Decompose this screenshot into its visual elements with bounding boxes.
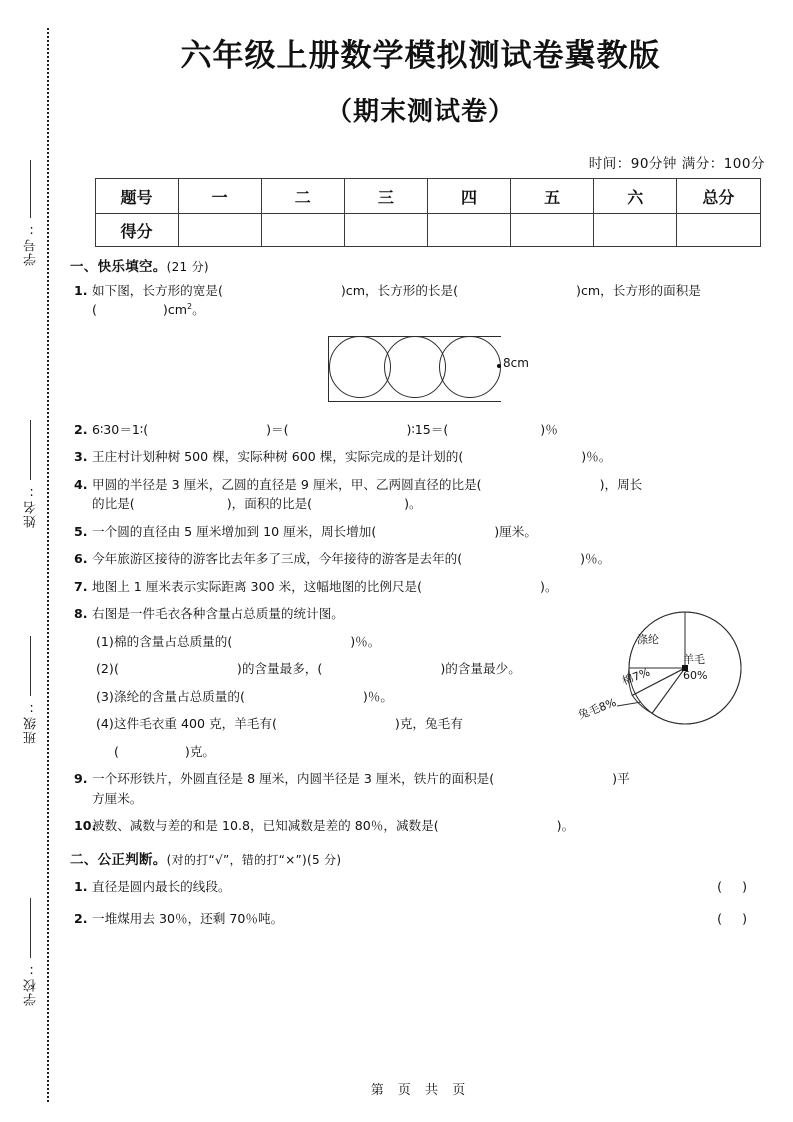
page-subtitle: （期末测试卷） (325, 97, 515, 128)
question-text: 被数、减数与差的和是 10.8，已知减数是差的 80％，减数是( (92, 818, 439, 834)
question-text: )％ (540, 421, 558, 437)
score-table-cell: 一 (178, 179, 261, 214)
page-footer: 第 页 共 页 (370, 1083, 471, 1098)
question-7 (70, 577, 773, 597)
question-8-sub-4-continued (70, 742, 773, 762)
question-text: )cm，长方形的面积是 (576, 282, 701, 298)
figure-rectangle-with-circles (70, 328, 773, 416)
judgment-answer-box[interactable]: ( ) (717, 910, 755, 926)
unit-exponent: 2 (187, 302, 193, 312)
pie-label-rabbit-hair: 兔毛8% (576, 696, 619, 722)
binding-sidebar (0, 0, 62, 1122)
question-text: )cm，长方形的长是( (340, 282, 459, 298)
question-text: 涤纶的含量占总质量的( (114, 688, 245, 704)
question-number: 10. (74, 818, 97, 834)
score-table (95, 178, 761, 247)
question-text: )克，兔毛有 (394, 716, 463, 732)
question-text: 一个圆的直径由 5 厘米增加到 10 厘米，周长增加( (92, 523, 377, 539)
question-text: ( (114, 743, 119, 759)
question-9 (70, 769, 773, 808)
sidebar-rule (30, 898, 31, 958)
question-text: 王庄村计划种树 500 棵，实际种树 600 棵，实际完成的是计划的( (92, 449, 464, 465)
judgment-question-2 (70, 909, 773, 929)
question-text: 一堆煤用去 30％，还剩 70％吨。 (92, 910, 284, 926)
score-entry-cell[interactable] (178, 214, 261, 247)
score-table-cell: 二 (261, 179, 344, 214)
question-8-wrapper (70, 604, 773, 761)
score-table-cell: 三 (344, 179, 427, 214)
question-number: 7. (74, 578, 88, 594)
sidebar-rule (30, 160, 31, 218)
circle-1 (329, 336, 391, 398)
question-text: ( (114, 661, 119, 677)
question-text: )。 (556, 818, 575, 834)
score-entry-cell[interactable] (344, 214, 427, 247)
question-text: ( (92, 302, 97, 318)
question-4 (70, 475, 773, 514)
sidebar-field-class (14, 700, 48, 748)
sidebar-rule (30, 636, 31, 696)
question-text: )∶15＝( (406, 421, 449, 437)
score-entry-cell[interactable] (511, 214, 594, 247)
score-entry-cell[interactable] (261, 214, 344, 247)
page-title: 六年级上册数学模拟测试卷冀教版 (180, 38, 661, 74)
sidebar-field-label: 班级: (23, 700, 39, 744)
section-heading-fill-in-blanks (70, 261, 773, 275)
question-text: 如下图，长方形的宽是( (92, 282, 223, 298)
sidebar-field-name (14, 484, 48, 532)
score-table-row-label: 得分 (95, 214, 178, 247)
question-text: 直径是圆内最长的线段。 (92, 879, 231, 895)
question-5 (70, 522, 773, 542)
question-text: )平 (612, 771, 630, 787)
judgment-question-1 (70, 877, 773, 897)
pie-label-cotton: 棉7% (620, 666, 652, 688)
score-table-row-label: 题号 (95, 179, 178, 214)
sidebar-field-label: 学号: (23, 222, 39, 266)
seal-dotted-line (47, 28, 49, 1102)
question-text: )。 (540, 578, 558, 594)
sub-question-number: (4) (96, 716, 114, 732)
question-text: )＝( (266, 421, 289, 437)
question-text: 这件毛衣重 400 克，羊毛有( (114, 716, 277, 732)
question-number: 5. (74, 523, 88, 539)
judgment-answer-box[interactable]: ( ) (717, 879, 755, 895)
question-number: 4. (74, 476, 88, 492)
question-8-sub-3 (70, 687, 773, 707)
question-text: 的比是( (92, 496, 135, 512)
score-table-cell: 四 (427, 179, 510, 214)
score-table-cell: 总分 (677, 179, 760, 214)
dimension-label: 8cm (503, 355, 529, 370)
question-text: 甲圆的半径是 3 厘米，乙圆的直径是 9 厘米，甲、乙两圆直径的比是( (92, 476, 482, 492)
section-heading-text: 二、公正判断。 (70, 851, 167, 868)
sidebar-field-label: 姓名: (23, 484, 39, 528)
question-text: )％。 (362, 688, 393, 704)
sub-question-number: (3) (96, 688, 114, 704)
table-row (95, 179, 760, 214)
question-text: 今年旅游区接待的游客比去年多了三成，今年接待的游客是去年的( (92, 551, 463, 567)
exam-meta-info: 时间：90分钟 满分：100分 (588, 156, 765, 173)
question-number: 2. (74, 910, 88, 926)
question-text: 一个环形铁片，外圆直径是 8 厘米，内圆半径是 3 厘米，铁片的面积是( (92, 771, 495, 787)
pie-label-polyester: 涤纶 (637, 633, 659, 647)
question-text: 右图是一件毛衣各种含量占总质量的统计图。 (92, 606, 344, 622)
question-8 (70, 604, 773, 624)
question-number: 3. (74, 449, 88, 465)
section-points: (21 分) (166, 260, 209, 275)
question-text: )，周长 (599, 476, 643, 492)
circle-3 (439, 336, 501, 398)
score-table-cell: 五 (511, 179, 594, 214)
circle-2 (384, 336, 446, 398)
question-8-sub-2 (70, 659, 773, 679)
question-10 (70, 816, 773, 836)
question-text: )的含量最少。 (440, 661, 521, 677)
section-points: (对的打“√”，错的打“×”)(5 分) (166, 852, 342, 867)
question-number: 1. (74, 879, 88, 895)
pie-label-wool-value: 60% (683, 669, 708, 683)
score-table-cell: 六 (594, 179, 677, 214)
question-text: )％。 (581, 449, 612, 465)
score-entry-cell[interactable] (427, 214, 510, 247)
question-3 (70, 447, 773, 467)
exam-page (62, 0, 793, 1122)
pie-label-wool-name: 羊毛 (683, 653, 705, 667)
question-text: )，面积的比是( (226, 496, 313, 512)
question-1 (70, 281, 773, 320)
questions-body (70, 261, 773, 928)
question-number: 8. (74, 606, 88, 622)
question-text: )厘米。 (494, 523, 537, 539)
question-text: 。 (192, 302, 205, 318)
question-number: 2. (74, 421, 88, 437)
sidebar-field-label: 学校: (23, 962, 39, 1006)
sub-question-number: (1) (96, 633, 114, 649)
question-text: 地图上 1 厘米表示实际距离 300 米，这幅地图的比例尺是( (92, 578, 423, 594)
dimension-dot (497, 364, 501, 368)
question-text: 6∶30＝1∶( (92, 421, 149, 437)
question-8-sub-4 (70, 714, 773, 734)
question-text: )克。 (184, 743, 216, 759)
score-entry-cell[interactable] (594, 214, 677, 247)
table-row (95, 214, 760, 247)
question-text: )％。 (580, 551, 611, 567)
question-8-sub-1 (70, 632, 773, 652)
sidebar-field-school (14, 962, 48, 1010)
section-heading-true-false (70, 851, 773, 868)
question-number: 9. (74, 771, 88, 787)
score-entry-cell[interactable] (677, 214, 760, 247)
question-text: )。 (404, 496, 422, 512)
question-number: 1. (74, 282, 88, 298)
question-6 (70, 549, 773, 569)
question-text: 方厘米。 (92, 790, 143, 806)
question-text: )的含量最多，( (236, 661, 323, 677)
question-text: )％。 (350, 633, 381, 649)
question-text: 棉的含量占总质量的( (114, 633, 233, 649)
section-heading-text: 一、快乐填空。 (70, 259, 167, 276)
sidebar-field-student-number (14, 222, 48, 270)
question-text: )cm (162, 302, 188, 318)
sidebar-rule (30, 420, 31, 480)
question-2 (70, 420, 773, 440)
question-number: 6. (74, 551, 88, 567)
sub-question-number: (2) (96, 661, 114, 677)
